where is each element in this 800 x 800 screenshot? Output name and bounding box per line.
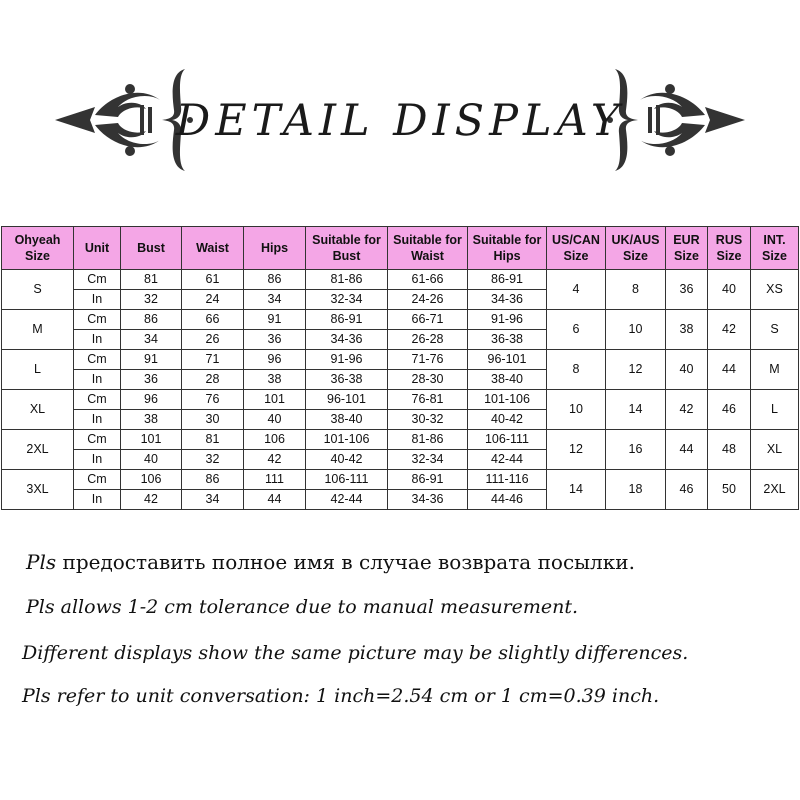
waist-cell: 81: [182, 430, 244, 450]
int-size-cell: S: [751, 310, 799, 350]
suitable-waist-cell: 61-66: [388, 270, 468, 290]
eur-size-cell: 40: [666, 350, 708, 390]
suitable-waist-cell: 86-91: [388, 470, 468, 490]
waist-cell: 76: [182, 390, 244, 410]
eur-size-cell: 46: [666, 470, 708, 510]
size-label-cell: S: [2, 270, 74, 310]
suitable-waist-cell: 76-81: [388, 390, 468, 410]
suitable-bust-cell: 32-34: [306, 290, 388, 310]
column-header: UK/AUS Size: [606, 227, 666, 270]
rus-size-cell: 44: [708, 350, 751, 390]
waist-cell: 66: [182, 310, 244, 330]
unit-cell: Cm: [74, 430, 121, 450]
bust-cell: 34: [121, 330, 182, 350]
hips-cell: 111: [244, 470, 306, 490]
tolerance-note: Pls allows 1-2 cm tolerance due to manual measurement.: [26, 596, 579, 618]
uk-aus-size-cell: 14: [606, 390, 666, 430]
table-row: [2, 430, 799, 450]
column-header: US/CAN Size: [547, 227, 606, 270]
uk-aus-size-cell: 18: [606, 470, 666, 510]
column-header: Unit: [74, 227, 121, 270]
detail-display-banner: [0, 55, 800, 185]
suitable-hips-cell: 101-106: [468, 390, 547, 410]
unit-cell: In: [74, 410, 121, 430]
uk-aus-size-cell: 8: [606, 270, 666, 310]
hips-cell: 34: [244, 290, 306, 310]
size-chart-table: [1, 226, 799, 510]
hips-cell: 96: [244, 350, 306, 370]
return-name-note-lead: Pls: [26, 550, 57, 574]
unit-cell: Cm: [74, 470, 121, 490]
suitable-waist-cell: 66-71: [388, 310, 468, 330]
table-row: [2, 270, 799, 290]
suitable-waist-cell: 71-76: [388, 350, 468, 370]
eur-size-cell: 44: [666, 430, 708, 470]
suitable-hips-cell: 44-46: [468, 490, 547, 510]
us-can-size-cell: 4: [547, 270, 606, 310]
rus-size-cell: 46: [708, 390, 751, 430]
bust-cell: 81: [121, 270, 182, 290]
unit-cell: In: [74, 330, 121, 350]
hips-cell: 38: [244, 370, 306, 390]
bust-cell: 42: [121, 490, 182, 510]
suitable-hips-cell: 34-36: [468, 290, 547, 310]
bust-cell: 40: [121, 450, 182, 470]
bust-cell: 86: [121, 310, 182, 330]
rus-size-cell: 42: [708, 310, 751, 350]
suitable-hips-cell: 40-42: [468, 410, 547, 430]
suitable-bust-cell: 42-44: [306, 490, 388, 510]
column-header: INT. Size: [751, 227, 799, 270]
suitable-hips-cell: 42-44: [468, 450, 547, 470]
bust-cell: 91: [121, 350, 182, 370]
bust-cell: 36: [121, 370, 182, 390]
eur-size-cell: 36: [666, 270, 708, 310]
us-can-size-cell: 14: [547, 470, 606, 510]
suitable-bust-cell: 96-101: [306, 390, 388, 410]
table-row: [2, 350, 799, 370]
unit-cell: Cm: [74, 390, 121, 410]
int-size-cell: L: [751, 390, 799, 430]
column-header: EUR Size: [666, 227, 708, 270]
suitable-waist-cell: 24-26: [388, 290, 468, 310]
unit-cell: In: [74, 370, 121, 390]
rus-size-cell: 50: [708, 470, 751, 510]
bust-cell: 32: [121, 290, 182, 310]
column-header: Ohyeah Size: [2, 227, 74, 270]
table-row: [2, 390, 799, 410]
suitable-waist-cell: 26-28: [388, 330, 468, 350]
size-label-cell: XL: [2, 390, 74, 430]
int-size-cell: M: [751, 350, 799, 390]
waist-cell: 71: [182, 350, 244, 370]
column-header: Suitable for Waist: [388, 227, 468, 270]
int-size-cell: XS: [751, 270, 799, 310]
unit-cell: Cm: [74, 350, 121, 370]
suitable-bust-cell: 91-96: [306, 350, 388, 370]
unit-conversion-note: Pls refer to unit conversation: 1 inch=2.54 cm or 1 cm=0.39 inch.: [22, 685, 660, 707]
hips-cell: 36: [244, 330, 306, 350]
suitable-hips-cell: 86-91: [468, 270, 547, 290]
unit-cell: Cm: [74, 310, 121, 330]
suitable-bust-cell: 36-38: [306, 370, 388, 390]
suitable-hips-cell: 38-40: [468, 370, 547, 390]
waist-cell: 61: [182, 270, 244, 290]
unit-cell: In: [74, 490, 121, 510]
waist-cell: 86: [182, 470, 244, 490]
suitable-bust-cell: 86-91: [306, 310, 388, 330]
unit-cell: In: [74, 290, 121, 310]
size-label-cell: 3XL: [2, 470, 74, 510]
waist-cell: 32: [182, 450, 244, 470]
suitable-bust-cell: 40-42: [306, 450, 388, 470]
size-label-cell: L: [2, 350, 74, 390]
column-header: RUS Size: [708, 227, 751, 270]
suitable-hips-cell: 96-101: [468, 350, 547, 370]
suitable-bust-cell: 106-111: [306, 470, 388, 490]
waist-cell: 24: [182, 290, 244, 310]
unit-cell: Cm: [74, 270, 121, 290]
uk-aus-size-cell: 12: [606, 350, 666, 390]
suitable-bust-cell: 81-86: [306, 270, 388, 290]
hips-cell: 40: [244, 410, 306, 430]
table-body: [2, 270, 799, 510]
uk-aus-size-cell: 16: [606, 430, 666, 470]
us-can-size-cell: 8: [547, 350, 606, 390]
int-size-cell: XL: [751, 430, 799, 470]
eur-size-cell: 38: [666, 310, 708, 350]
column-header: Bust: [121, 227, 182, 270]
int-size-cell: 2XL: [751, 470, 799, 510]
table-header-row: [2, 227, 799, 270]
page-title: DETAIL DISPLAY: [175, 96, 625, 146]
hips-cell: 42: [244, 450, 306, 470]
suitable-hips-cell: 36-38: [468, 330, 547, 350]
suitable-bust-cell: 38-40: [306, 410, 388, 430]
us-can-size-cell: 12: [547, 430, 606, 470]
eur-size-cell: 42: [666, 390, 708, 430]
table-row: [2, 470, 799, 490]
table-row: [2, 310, 799, 330]
unit-cell: In: [74, 450, 121, 470]
suitable-hips-cell: 91-96: [468, 310, 547, 330]
bust-cell: 38: [121, 410, 182, 430]
bust-cell: 96: [121, 390, 182, 410]
suitable-waist-cell: 28-30: [388, 370, 468, 390]
size-label-cell: M: [2, 310, 74, 350]
hips-cell: 106: [244, 430, 306, 450]
bust-cell: 101: [121, 430, 182, 450]
waist-cell: 30: [182, 410, 244, 430]
suitable-waist-cell: 30-32: [388, 410, 468, 430]
suitable-waist-cell: 32-34: [388, 450, 468, 470]
suitable-bust-cell: 34-36: [306, 330, 388, 350]
suitable-waist-cell: 81-86: [388, 430, 468, 450]
hips-cell: 91: [244, 310, 306, 330]
waist-cell: 28: [182, 370, 244, 390]
column-header: Waist: [182, 227, 244, 270]
rus-size-cell: 48: [708, 430, 751, 470]
us-can-size-cell: 6: [547, 310, 606, 350]
suitable-hips-cell: 106-111: [468, 430, 547, 450]
display-difference-note: Different displays show the same picture may be slightly differences.: [22, 642, 689, 664]
return-name-note-text: предоставить полное имя в случае возврата посылки.: [56, 550, 635, 574]
us-can-size-cell: 10: [547, 390, 606, 430]
waist-cell: 26: [182, 330, 244, 350]
column-header: Suitable for Bust: [306, 227, 388, 270]
column-header: Suitable for Hips: [468, 227, 547, 270]
size-label-cell: 2XL: [2, 430, 74, 470]
suitable-waist-cell: 34-36: [388, 490, 468, 510]
return-name-note: [26, 550, 635, 574]
suitable-hips-cell: 111-116: [468, 470, 547, 490]
rus-size-cell: 40: [708, 270, 751, 310]
suitable-bust-cell: 101-106: [306, 430, 388, 450]
hips-cell: 86: [244, 270, 306, 290]
waist-cell: 34: [182, 490, 244, 510]
bust-cell: 106: [121, 470, 182, 490]
uk-aus-size-cell: 10: [606, 310, 666, 350]
hips-cell: 44: [244, 490, 306, 510]
column-header: Hips: [244, 227, 306, 270]
hips-cell: 101: [244, 390, 306, 410]
